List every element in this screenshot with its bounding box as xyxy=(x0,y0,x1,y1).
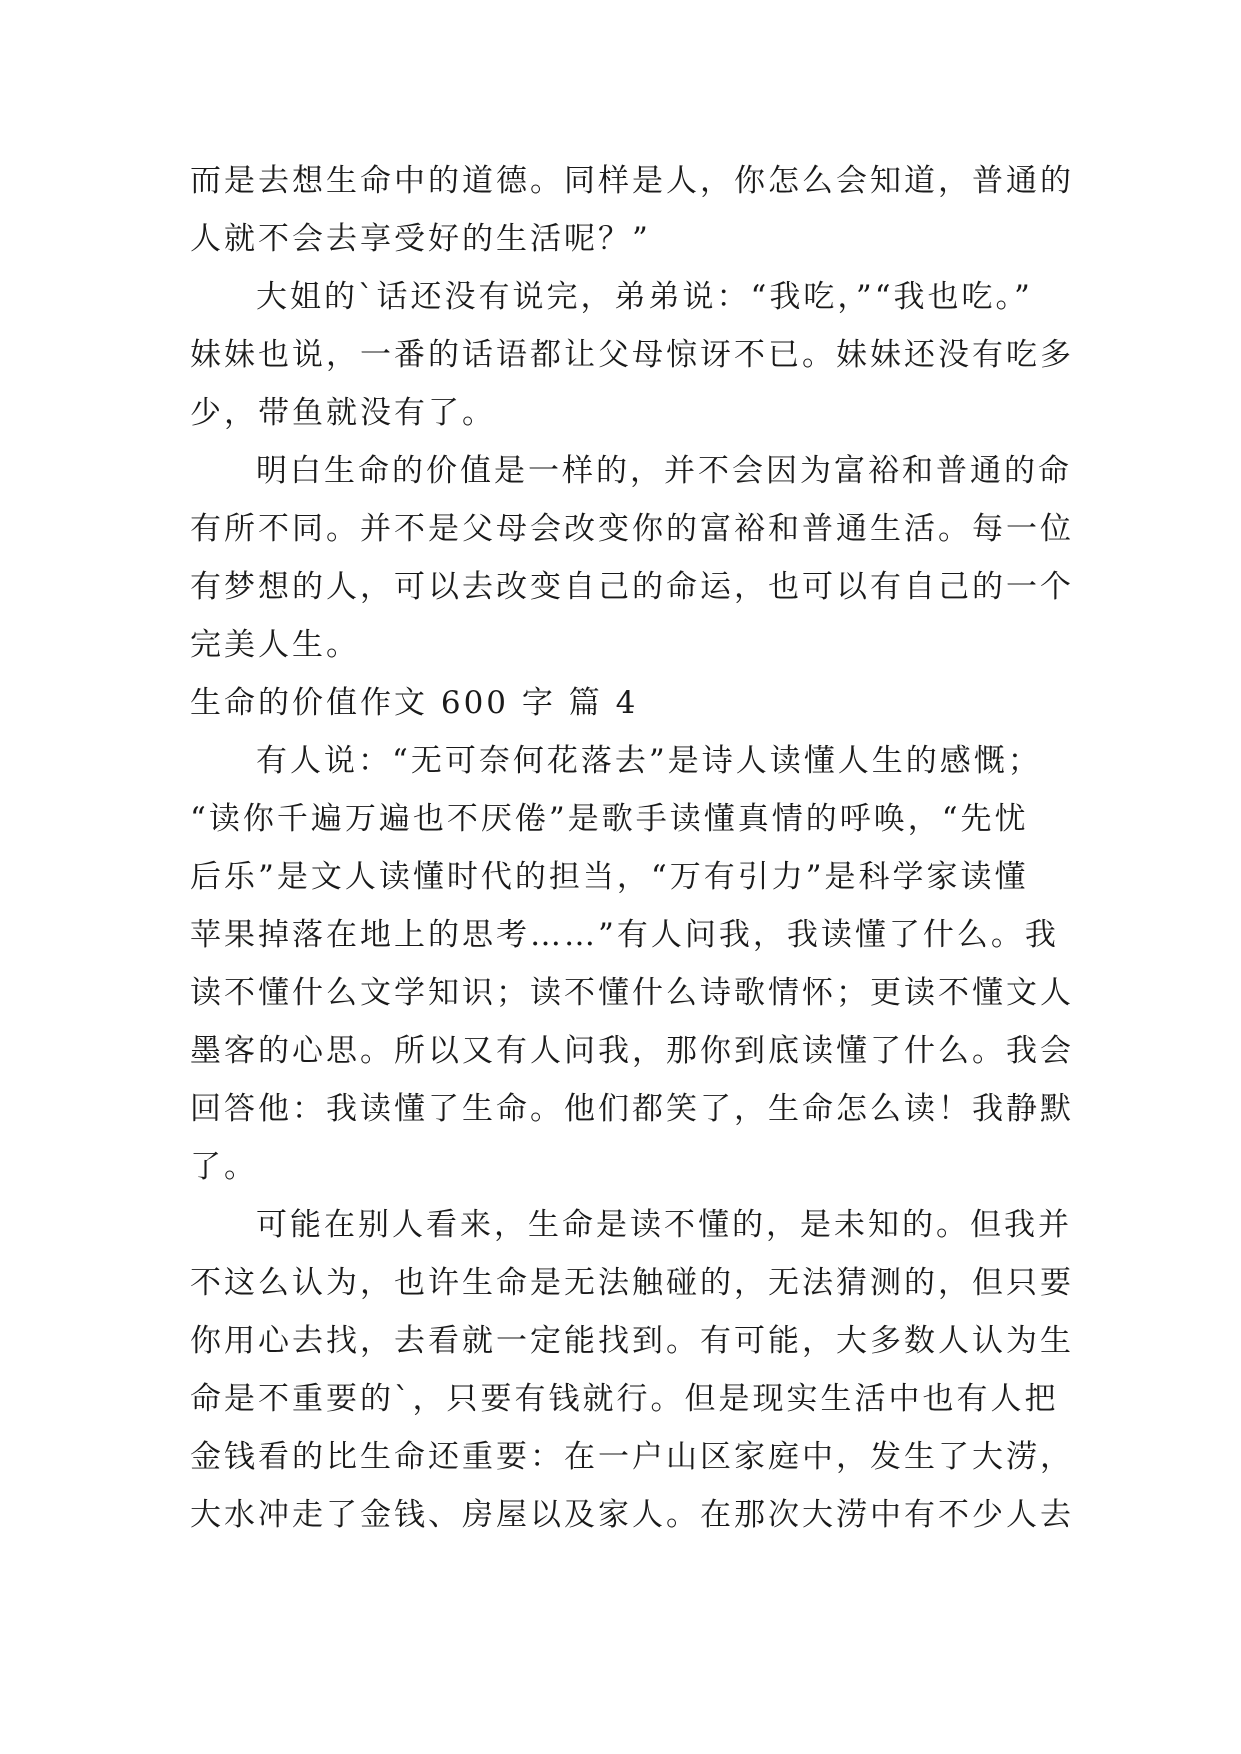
text-line: 了。 xyxy=(190,1149,258,1185)
text-line: 有人说：“无可奈何花落去”是诗人读懂人生的感慨； xyxy=(256,743,1042,779)
section-heading: 生命的价值作文 600 字 篇 4 xyxy=(190,685,639,721)
text-line: 而是去想生命中的道德。同样是人，你怎么会知道，普通的 xyxy=(190,163,1074,199)
text-line: 大姐的`话还没有说完，弟弟说：“我吃，”“我也吃。” xyxy=(256,279,1033,315)
text-line: 可能在别人看来，生命是读不懂的，是未知的。但我并 xyxy=(256,1207,1072,1243)
document-body xyxy=(190,152,1074,1544)
text-line: 苹果掉落在地上的思考……”有人问我，我读懂了什么。我 xyxy=(190,917,1059,953)
text-line: 妹妹也说，一番的话语都让父母惊讶不已。妹妹还没有吃多 xyxy=(190,337,1074,373)
text-line: 后乐”是文人读懂时代的担当，“万有引力”是科学家读懂 xyxy=(190,859,1029,895)
text-line: 有梦想的人，可以去改变自己的命运，也可以有自己的一个 xyxy=(190,569,1074,605)
text-line: 明白生命的价值是一样的，并不会因为富裕和普通的命 xyxy=(256,453,1072,489)
text-line: 命是不重要的`，只要有钱就行。但是现实生活中也有人把 xyxy=(190,1381,1059,1417)
text-line: 金钱看的比生命还重要：在一户山区家庭中，发生了大涝， xyxy=(190,1439,1074,1475)
text-line: 完美人生。 xyxy=(190,627,360,663)
text-line: 不这么认为，也许生命是无法触碰的，无法猜测的，但只要 xyxy=(190,1265,1074,1301)
text-line: 读不懂什么文学知识；读不懂什么诗歌情怀；更读不懂文人 xyxy=(190,975,1074,1011)
text-line: 回答他：我读懂了生命。他们都笑了，生命怎么读！我静默 xyxy=(190,1091,1074,1127)
text-line: “读你千遍万遍也不厌倦”是歌手读懂真情的呼唤，“先忧 xyxy=(190,801,1029,837)
text-line: 有所不同。并不是父母会改变你的富裕和普通生活。每一位 xyxy=(190,511,1074,547)
text-line: 人就不会去享受好的生活呢？” xyxy=(190,221,651,257)
text-line: 墨客的心思。所以又有人问我，那你到底读懂了什么。我会 xyxy=(190,1033,1074,1069)
text-line: 少，带鱼就没有了。 xyxy=(190,395,496,431)
text-line: 大水冲走了金钱、房屋以及家人。在那次大涝中有不少人去 xyxy=(190,1497,1074,1533)
text-line: 你用心去找，去看就一定能找到。有可能，大多数人认为生 xyxy=(190,1323,1074,1359)
